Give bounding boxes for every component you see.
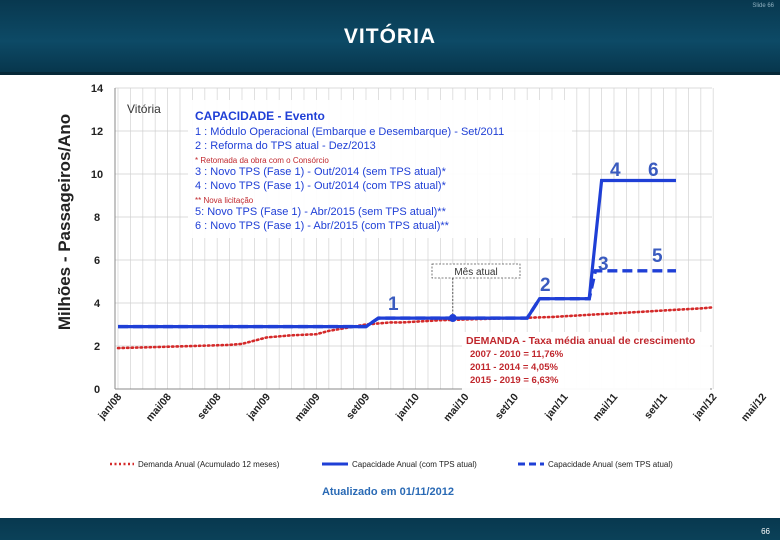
x-tick-label: mai/10 [441, 391, 472, 424]
capacity-box [188, 100, 572, 238]
capacity-note: * Retomada da obra com o Consórcio [195, 156, 329, 165]
y-tick-label: 12 [90, 126, 104, 138]
capacity-box-title: CAPACIDADE - Evento [195, 109, 325, 123]
current-month-label: Mês atual [454, 267, 498, 278]
capacity-event-line: 3 : Novo TPS (Fase 1) - Out/2014 (sem TPS atual)* [195, 166, 446, 178]
x-tick-label: jan/10 [393, 391, 422, 422]
x-tick-label: set/08 [195, 391, 224, 422]
x-tick-label: jan/11 [542, 391, 571, 422]
y-tick-label: 14 [90, 83, 104, 95]
x-tick-label: mai/12 [738, 391, 770, 424]
event-marker-2: 2 [540, 275, 551, 296]
capacity-event-line: 5: Novo TPS (Fase 1) - Abr/2015 (sem TPS atual)** [195, 206, 446, 218]
event-marker-1: 1 [388, 294, 399, 315]
demand-rate-line: 2015 - 2019 = 6,63% [470, 375, 559, 386]
x-tick-label: mai/11 [590, 391, 621, 424]
page-title: VITÓRIA [343, 25, 437, 48]
corner-text: Slide 66 [752, 3, 774, 9]
y-tick-label: 0 [93, 384, 101, 396]
event-marker-3: 3 [598, 254, 609, 275]
x-axis-ticks [95, 391, 780, 424]
capacity-event-line: 6 : Novo TPS (Fase 1) - Abr/2015 (com TPS atual)** [195, 220, 449, 232]
capacity-event-line: 4 : Novo TPS (Fase 1) - Out/2014 (com TPS atual)* [195, 180, 446, 192]
inner-chart-label: Vitória [127, 102, 161, 116]
capacity-event-line: 1 : Módulo Operacional (Embarque e Desembarque) - Set/2011 [195, 126, 505, 138]
legend [110, 460, 673, 469]
footer-bar [0, 518, 780, 540]
capacity-event-line: 2 : Reforma do TPS atual - Dez/2013 [195, 140, 376, 152]
demand-rate-line: 2011 - 2014 = 4,05% [470, 362, 558, 373]
current-month-marker [449, 314, 457, 322]
demand-box-title: DEMANDA - Taxa média anual de crescimento [466, 335, 696, 347]
y-axis-ticks [91, 83, 104, 396]
x-tick-label: set/09 [343, 391, 373, 422]
y-tick-label: 6 [93, 255, 101, 267]
updated-note: Atualizado em 01/11/2012 [321, 486, 455, 498]
x-tick-label: mai/08 [143, 391, 174, 424]
page-number: 66 [761, 527, 770, 536]
demand-box [462, 332, 710, 390]
x-tick-label: set/11 [641, 391, 670, 422]
y-tick-label: 8 [93, 212, 101, 224]
x-tick-label: mai/09 [292, 391, 323, 424]
legend-label-capacity-without: Capacidade Anual (sem TPS atual) [548, 460, 673, 469]
x-tick-label: jan/09 [244, 391, 274, 422]
demand-rate-line: 2007 - 2010 = 11,76% [470, 349, 564, 360]
legend-label-demand: Demanda Anual (Acumulado 12 meses) [138, 460, 280, 469]
capacity-note: ** Nova licitação [195, 196, 254, 205]
y-axis-label: Milhões - Passageiros/Ano [55, 113, 74, 331]
x-tick-label: jan/08 [95, 391, 125, 422]
chart [0, 75, 780, 518]
event-marker-6: 6 [648, 160, 659, 181]
event-marker-5: 5 [652, 246, 663, 267]
y-tick-label: 10 [90, 169, 104, 181]
event-marker-4: 4 [610, 160, 621, 181]
x-tick-label: jan/12 [691, 391, 720, 422]
legend-label-capacity-with: Capacidade Anual (com TPS atual) [352, 460, 477, 469]
y-tick-label: 2 [93, 341, 101, 353]
x-tick-label: set/10 [492, 391, 522, 422]
y-tick-label: 4 [93, 298, 101, 310]
